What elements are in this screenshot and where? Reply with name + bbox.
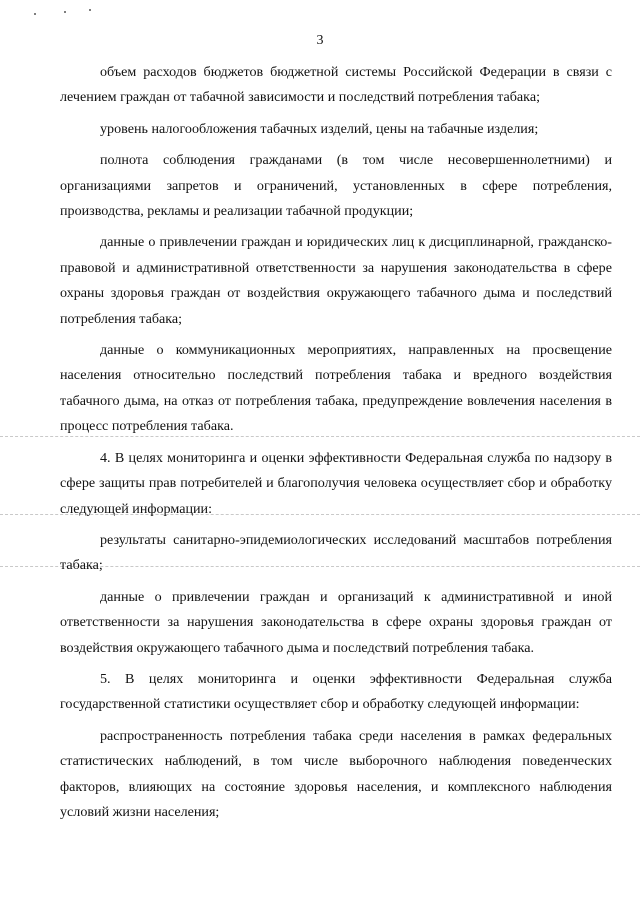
paragraph: данные о привлечении граждан и организаций к административной и иной ответственности за нарушения законодательства в сфере охраны здоровья граждан от воздействия окружающего табачного дыма и последствий потребления табака. [60, 588, 612, 656]
document-body [60, 60, 612, 831]
paragraph: объем расходов бюджетов бюджетной системы Российской Федерации в связи с лечением граждан от табачной зависимости и последствий потребления табака; [60, 64, 612, 106]
scan-speck [64, 11, 66, 13]
scan-specks [34, 9, 104, 17]
paragraph: результаты санитарно-эпидемиологических исследований масштабов потребления табака; [60, 531, 612, 574]
page-number: 3 [316, 33, 324, 48]
paragraph: полнота соблюдения гражданами (в том числе несовершеннолетними) и организациями запретов и ограничений, установленных в сфере потребления, производства, рекламы и реализации табачной продукции; [60, 152, 612, 220]
scan-speck [89, 9, 91, 11]
paragraph: данные о коммуникационных мероприятиях, направленных на просвещение населения относительно последствий потребления табака и вредного воздействия табачного дыма, на отказ от потребления табака, предупреждение вовлечения населения в процесс потребления табака. [60, 342, 612, 435]
paragraph: распространенность потребления табака среди населения в рамках федеральных статистических наблюдений, в том числе выборочного наблюдения поведенческих факторов, влияющих на состояние здоровья населения, и комплексного наблюдения условий жизни населения; [60, 727, 612, 820]
scan-speck [34, 13, 36, 15]
paragraph: 4. В целях мониторинга и оценки эффективности Федеральная служба по надзору в сфере защиты прав потребителей и благополучия человека осуществляет сбор и обработку следующей информации: [60, 449, 612, 517]
paragraph: данные о привлечении граждан и юридических лиц к дисциплинарной, гражданско-правовой и административной ответственности за нарушения законодательства в сфере охраны здоровья граждан от воздействия окружающего табачного дыма и последствий потребления табака; [60, 234, 612, 327]
paragraph: 5. В целях мониторинга и оценки эффективности Федеральная служба государственной статистики осуществляет сбор и обработку следующей информации: [60, 670, 612, 713]
paragraph: уровень налогообложения табачных изделий, цены на табачные изделия; [100, 120, 539, 137]
